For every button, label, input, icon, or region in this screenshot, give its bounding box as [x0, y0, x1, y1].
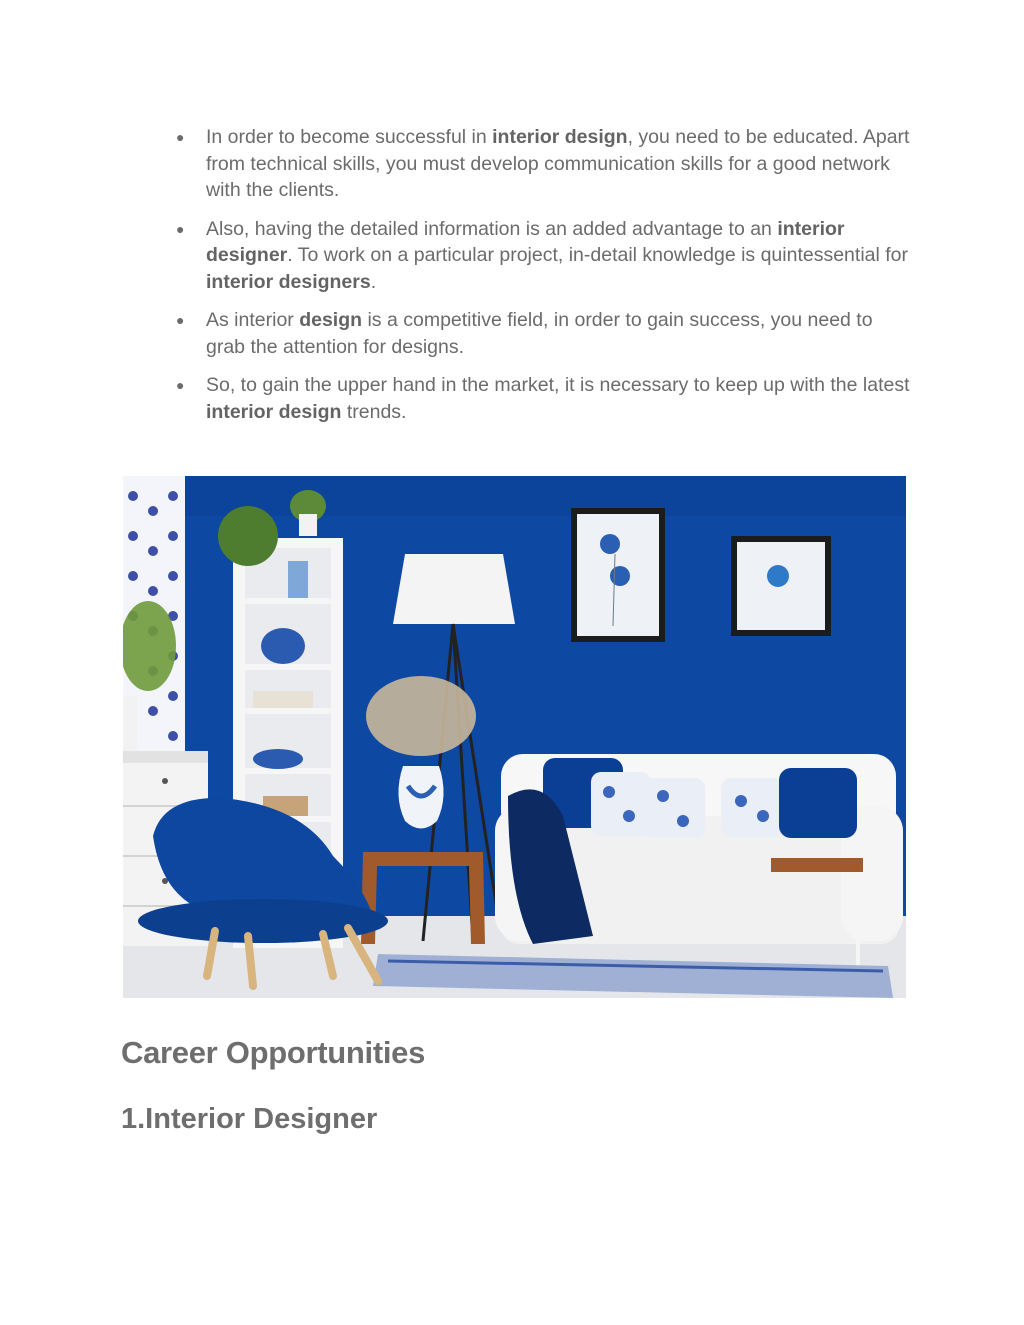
bullet-text: As interior	[206, 309, 300, 331]
bullet-text: , you need to be educated. Apart from technical skills, you must develop communication skills for a good network with the clients.	[206, 126, 910, 201]
bullet-item	[0, 124, 1024, 204]
subsection-heading: 1.Interior Designer	[121, 1103, 378, 1135]
bold-term: interior design	[492, 126, 628, 148]
living-room-illustration	[123, 476, 906, 998]
bold-term: interior design	[206, 400, 342, 423]
bullet-text: . To work on a particular project, in-detail knowledge is quintessential for	[287, 244, 908, 266]
bullet-text: trends.	[341, 400, 407, 423]
bullet-list	[0, 124, 1024, 437]
living-room-photo	[123, 476, 906, 998]
bullet-dot: ●	[176, 312, 185, 328]
bullet-text: .	[370, 270, 377, 293]
bold-term: interior designers	[206, 270, 371, 293]
bullet-item	[0, 307, 1024, 360]
bullet-item	[0, 372, 1024, 425]
bullet-text: is a competitive field, in order to gain success, you need to grab the attention for designs.	[206, 309, 873, 358]
bullet-text: So, to gain the upper hand in the market, it is necessary to keep up with the latest	[206, 374, 910, 396]
bullet-dot: ●	[176, 377, 185, 393]
section-heading: Career Opportunities	[121, 1035, 426, 1070]
bold-term: interior designer	[206, 217, 845, 266]
bold-term: design	[299, 309, 363, 331]
bullet-item	[0, 216, 1024, 296]
lamp-shade	[393, 554, 515, 624]
bullet-dot: ●	[176, 220, 185, 237]
bullet-dot: ●	[176, 129, 185, 145]
bullet-text: Also, having the detailed information is an added advantage to an	[206, 217, 778, 240]
bullet-text: In order to become successful in	[206, 126, 493, 148]
